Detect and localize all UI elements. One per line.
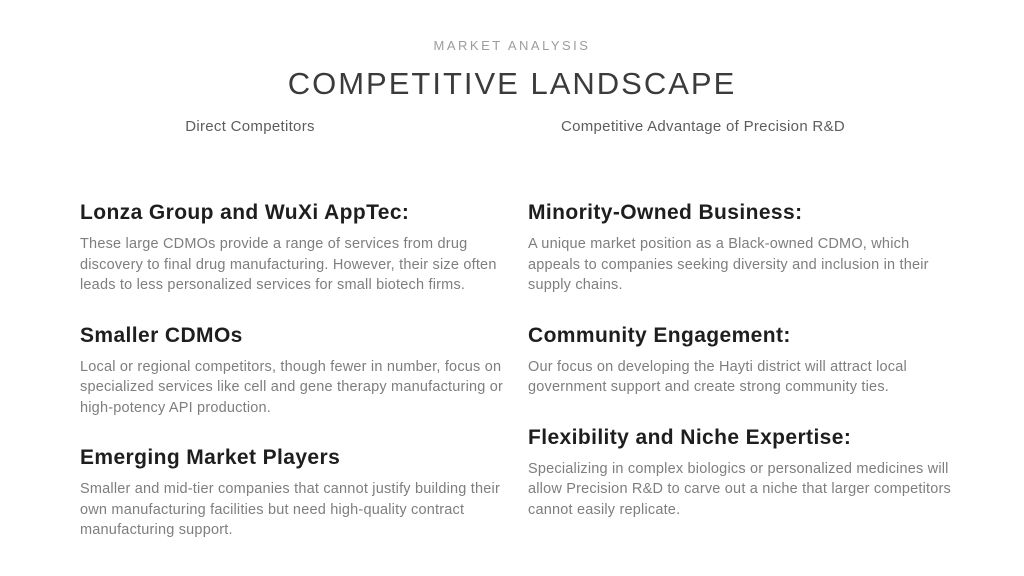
eyebrow-label: MARKET ANALYSIS: [433, 38, 591, 53]
section-body: Smaller and mid-tier companies that cannot justify building their own manufacturing facilities but need high-quality contract manufacturing support.: [80, 481, 501, 538]
page-title: COMPETITIVE LANDSCAPE: [287, 66, 737, 101]
section-smaller-cdmos: [80, 323, 510, 419]
section-body: These large CDMOs provide a range of services from drug discovery to final drug manufacturing. However, their size often leads to less personalized services for small biotech firms.: [80, 236, 497, 293]
section-heading: Lonza Group and WuXi AppTec:: [80, 201, 410, 224]
section-body: A unique market position as a Black-owned CDMO, which appeals to companies seeking diversity and inclusion in their supply chains.: [528, 236, 929, 293]
content-columns: [80, 200, 958, 568]
column-direct-competitors: [80, 200, 510, 568]
section-heading: Emerging Market Players: [80, 446, 341, 469]
section-body: Our focus on developing the Hayti district will attract local government support and create strong community ties.: [528, 358, 907, 395]
column-header-direct-competitors: Direct Competitors: [185, 118, 315, 135]
section-flexibility-niche-expertise: [528, 425, 958, 521]
section-minority-owned-business: [528, 200, 958, 296]
section-emerging-market-players: [80, 445, 510, 541]
column-header-competitive-advantage: Competitive Advantage of Precision R&D: [560, 118, 846, 135]
section-lonza-wuxi: [80, 200, 510, 296]
section-heading: Community Engagement:: [528, 323, 791, 347]
section-heading: Flexibility and Niche Expertise:: [528, 425, 852, 449]
column-competitive-advantage: [528, 200, 958, 568]
section-heading: Smaller CDMOs: [80, 323, 243, 347]
section-heading: Minority-Owned Business:: [528, 201, 803, 224]
section-community-engagement: [528, 323, 958, 398]
section-body: Local or regional competitors, though fewer in number, focus on specialized services like cell and gene therapy manufacturing or high-potency API production.: [80, 358, 504, 416]
section-body: Specializing in complex biologics or personalized medicines will allow Precision R&D to carve out a niche that larger competitors cannot easily replicate.: [528, 460, 952, 518]
